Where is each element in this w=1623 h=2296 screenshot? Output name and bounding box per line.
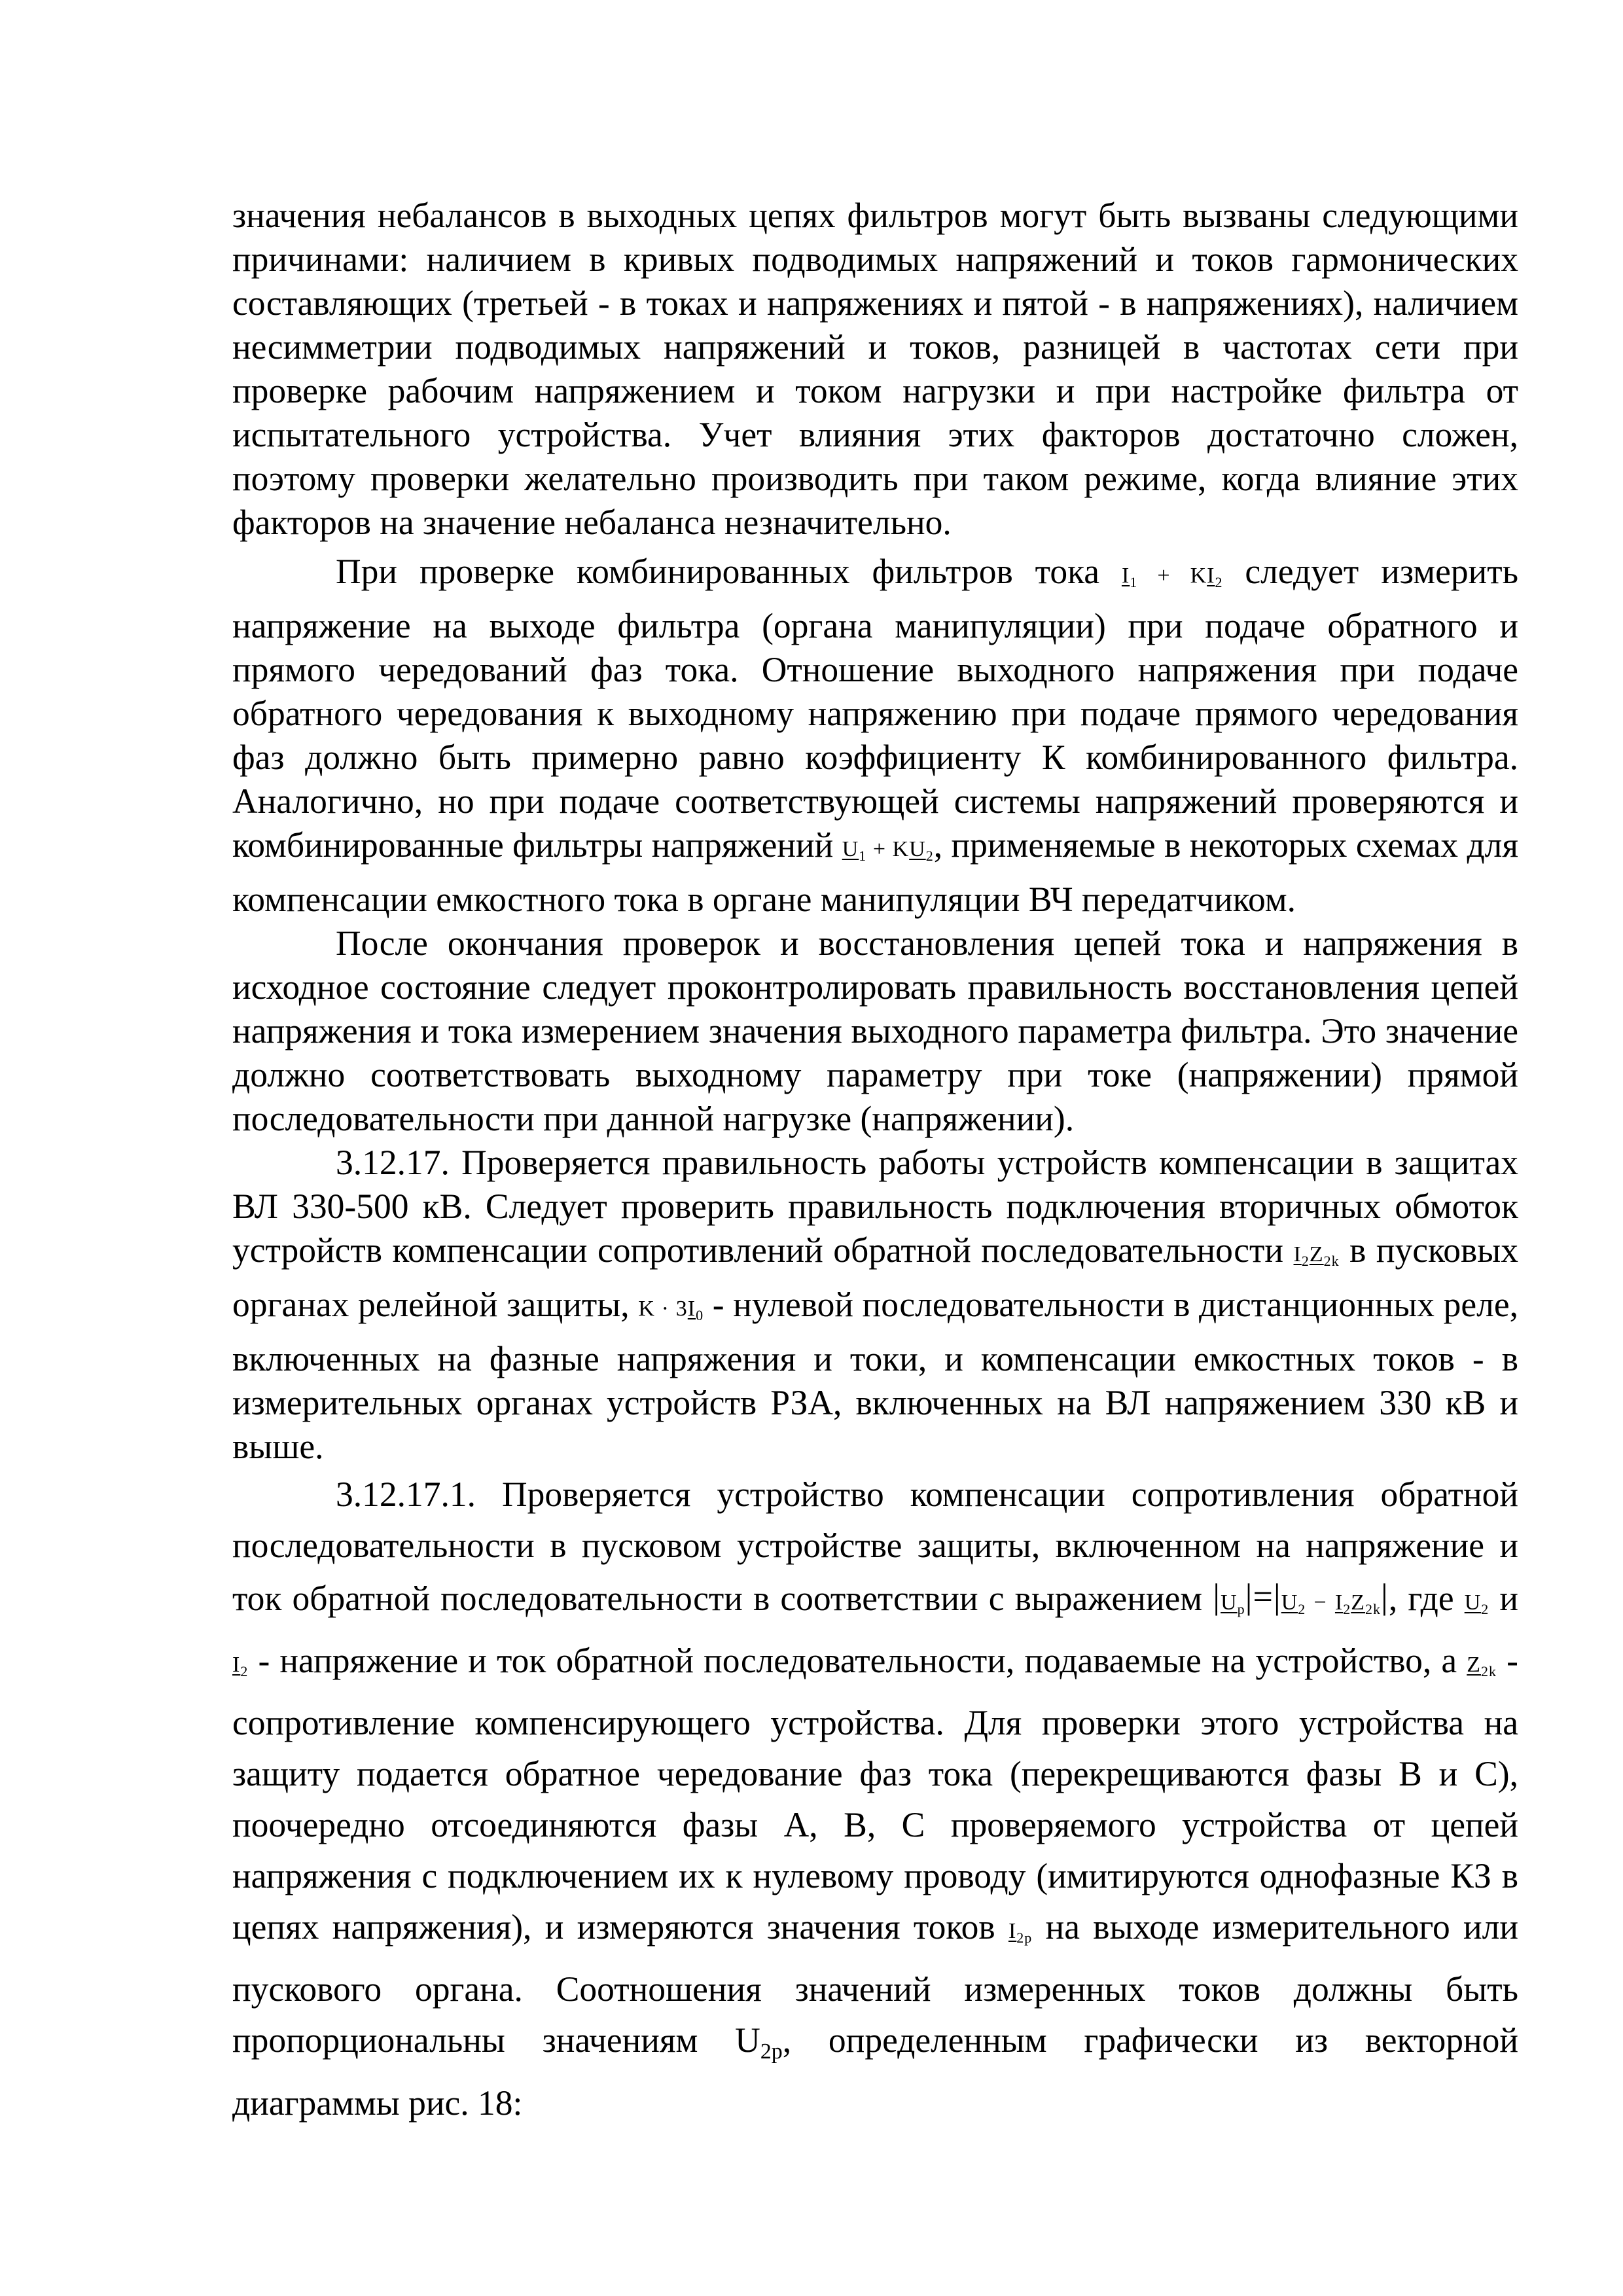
paragraph-5-text-1: 3.12.17.1. Проверяется устройство компенсации сопротивления обратной последовательности в пусковом устройстве защиты, включенном на напряжение и ток обратной последовательности в соответствии с выражением: [232, 1475, 1518, 1618]
paragraph-5-text-2: , где: [1388, 1579, 1465, 1618]
paragraph-4-text-2: в пусковых органах релейной защиты,: [232, 1230, 1519, 1324]
formula-u2: $U_2$: [1464, 1590, 1489, 1617]
paragraph-1: значения небалансов в выходных цепях фильтров могут быть вызваны следующими причинами: наличием в кривых подводимых напряжений и токов гармонических составляющих (третьей - в токах и напряжениях и пятой - в напряжениях), наличием несимметрии подводимых напряжений и токов, разницей в частотах сети при проверке рабочим напряжением и током нагрузки и при настройке фильтра от испытательного устройства. Учет влияния этих факторов достаточно сложен, поэтому проверки желательно производить при таком режиме, когда влияние этих факторов на значение небаланса незначительно.: [232, 196, 1518, 542]
paragraph-5-text-4: - напряжение и ток обратной последовательности, подаваемые на устройство, а: [248, 1641, 1467, 1680]
u2p-subscript: 2р: [760, 2039, 783, 2064]
paragraph-5-text-7: , определенным графически из векторной диаграммы рис. 18:: [232, 2020, 1518, 2123]
formula-u1-plus-ku2: $U_1 + KU_2$: [842, 837, 934, 864]
formula-up-magnitude: $|U_p|=|U_2 - I_2Z_{2k}|$: [1213, 1577, 1389, 1617]
formula-i2-z2k: $I_2Z_{2k}$: [1293, 1242, 1340, 1269]
formula-k-3i0: $K \cdot 3I_0$: [638, 1297, 704, 1323]
document-page: [232, 194, 1518, 2128]
formula-i2: $I_2$: [232, 1653, 249, 1679]
paragraph-3: После окончания проверок и восстановления цепей тока и напряжения в исходное состояние следует проконтролировать правильность восстановления цепей напряжения и тока измерением значения выходного параметра фильтра. Это значение должно соответствовать выходному параметру при токе (напряжении) прямой последовательности при данной нагрузке (напряжении).: [232, 924, 1518, 1138]
paragraph-2-text-2: следует измерить напряжение на выходе фильтра (органа манипуляции) при подаче обратного и прямого чередований фаз тока. Отношение выходного напряжения при подаче обратного чередования к выходному напряжению при подаче прямого чередования фаз должно быть примерно равно коэффициенту К комбинированного фильтра. Аналогично, но при подаче соответствующей системы напряжений проверяются и комбинированные фильтры напряжений: [232, 552, 1519, 865]
paragraph-2: [232, 550, 1518, 922]
paragraph-2-text-3: , применяемые в некоторых схемах для компенсации емкостного тока в органе манипуляции ВЧ передатчиком.: [232, 825, 1518, 919]
paragraph-4-text-3: - нулевой последовательности в дистанционных реле, включенных на фазные напряжения и токи, и компенсации емкостных токов - в измерительных органах устройств РЗА, включенных на ВЛ напряжением 330 кВ и выше.: [232, 1285, 1518, 1466]
paragraph-5-text-3: и: [1489, 1579, 1519, 1618]
paragraph-5: [232, 1469, 1518, 2128]
formula-i1-plus-ki2: $I_1 + KI_2$: [1121, 564, 1223, 590]
formula-i2p: $I_{2p}$: [1008, 1919, 1033, 1946]
formula-z2k: $Z_{2k}$: [1467, 1653, 1497, 1679]
paragraph-4: [232, 1141, 1518, 1469]
paragraph-5-text-5: - сопротивление компенсирующего устройства. Для проверки этого устройства на защиту подается обратное чередование фаз тока (перекрещиваются фазы В и С), поочередно отсоединяются фазы А, В, С проверяемого устройства от цепей напряжения с подключением их к нулевому проводу (имитируются однофазные КЗ в цепях напряжения), и измеряются значения токов: [232, 1641, 1518, 1946]
paragraph-5-text-6: на выходе измерительного или пускового органа. Соотношения значений измеренных токов должны быть пропорциональны значениям U: [232, 1907, 1518, 2060]
paragraph-4-text-1: 3.12.17. Проверяется правильность работы устройств компенсации в защитах ВЛ 330-500 кВ. Следует проверить правильность подключения вторичных обмоток устройств компенсации сопротивлений обратной последовательности: [232, 1143, 1518, 1270]
paragraph-2-text-1: При проверке комбинированных фильтров тока: [336, 552, 1122, 591]
